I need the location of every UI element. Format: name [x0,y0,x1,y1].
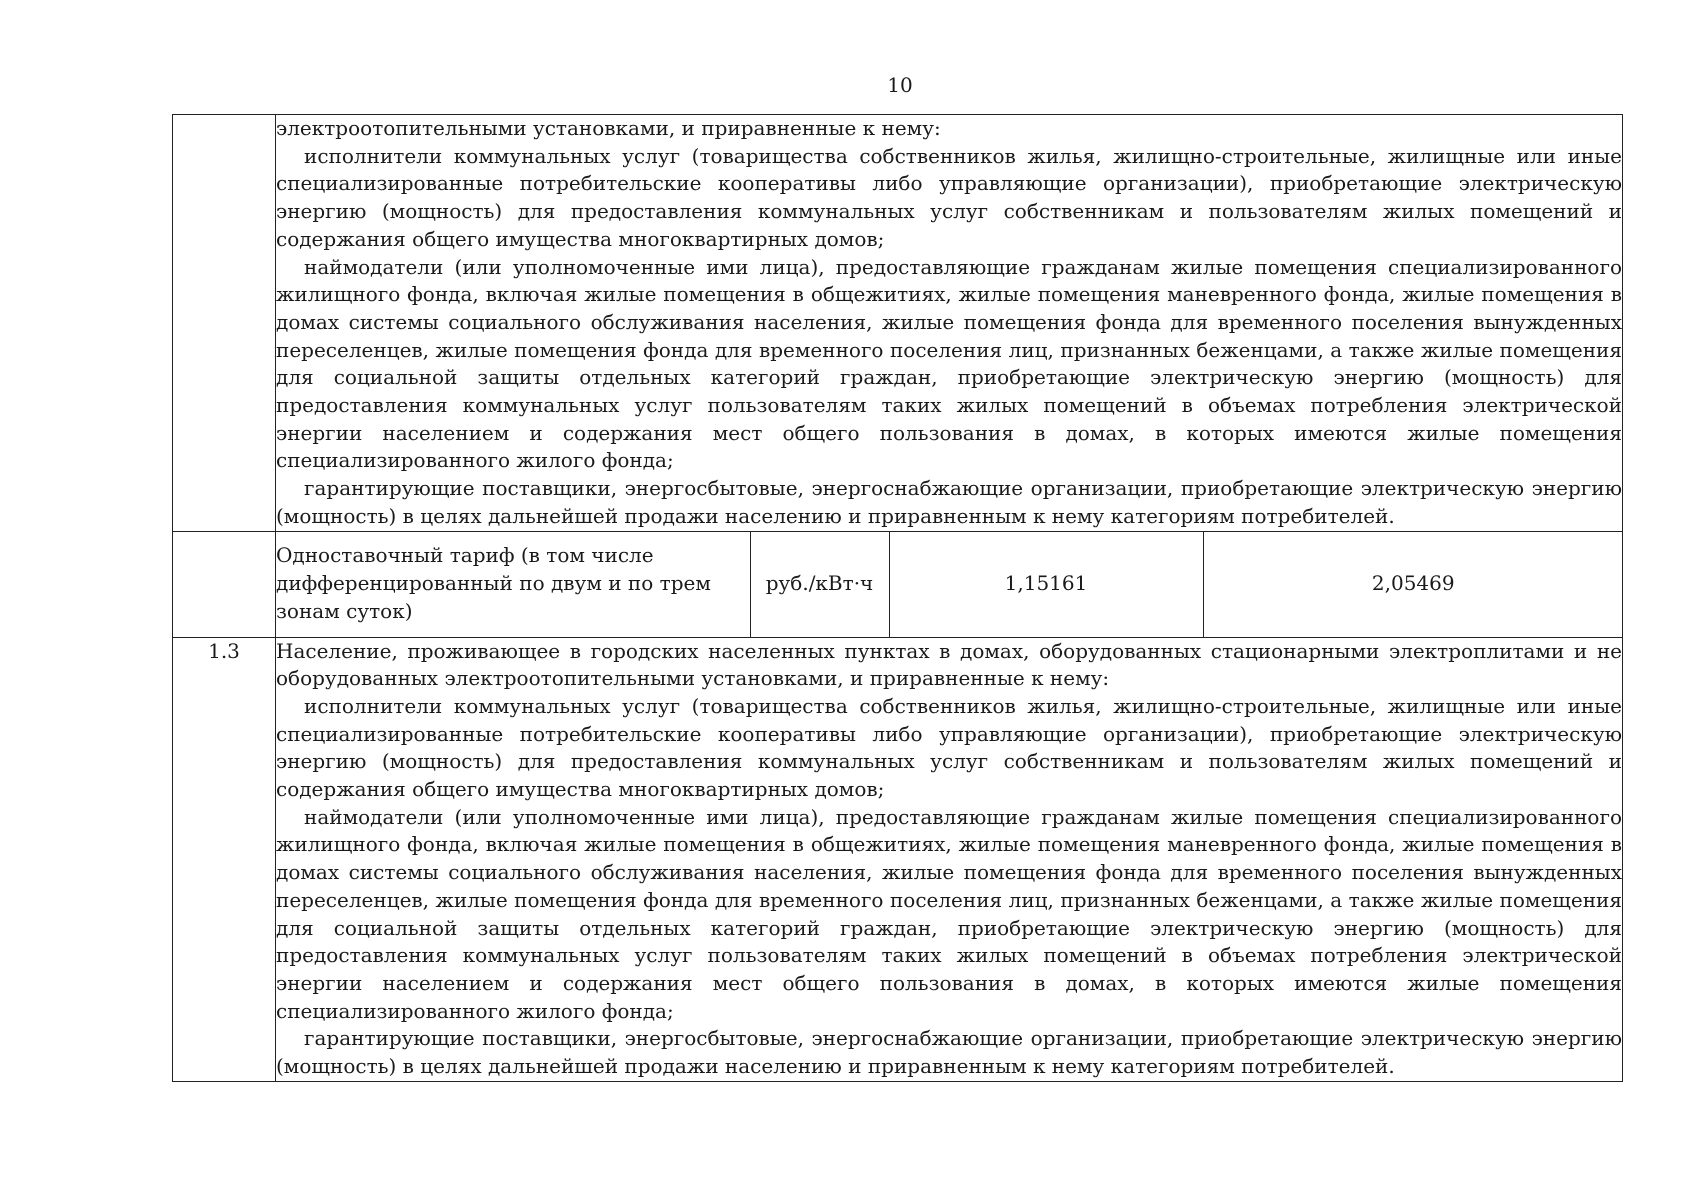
consumer-paragraph: гарантирующие поставщики, энергосбытовые, энергоснабжающие организации, приобретающие электрическую энергию (мощность) в целях дальнейшей продажи населению и приравненным к нему категориям потребителей. [276,476,1622,528]
consumer-paragraph: наймодатели (или уполномоченные ими лица), предоставляющие гражданам жилые помещения специализированного жилищного фонда, включая жилые помещения в общежитиях, жилые помещения маневренного фонда, жилые помещения в домах системы социального обслуживания населения, жилые помещения фонда для временного поселения вынужденных переселенцев, жилые помещения фонда для временного поселения лиц, признанных беженцами, а также жилые помещения для социальной защиты отдельных категорий граждан, приобретающие электрическую энергию (мощность) для предоставления коммунальных услуг пользователям таких жилых помещений в объемах потребления электрической энергии населением и содержания мест общего пользования в домах, в которых имеются жилые помещения специализированного жилого фонда; [276,254,1622,473]
consumer-paragraph: гарантирующие поставщики, энергосбытовые, энергоснабжающие организации, приобретающие электрическую энергию (мощность) в целях дальнейшей продажи населению и приравненным к нему категориям потребителей. [276,1026,1622,1079]
consumer-paragraph: исполнители коммунальных услуг (товарищества собственников жилья, жилищно-строительные, жилищные или иные специализированные потребительские кооперативы либо управляющие организации), приобретающие электрическую энергию (мощность) для предоставления коммунальных услуг собственникам и пользователям жилых помещений и содержания общего имущества многоквартирных домов; [276,693,1622,802]
table-row-tariff [173,531,1623,637]
table-row-1-3 [173,637,1623,1081]
tariff-name: Одноставочный тариф (в том числе дифференцированный по двум и по трем зонам суток) [276,543,711,623]
table-row-continued [173,115,1623,532]
consumer-description-cell [276,637,1623,1081]
tariff-value-1: 1,15161 [889,532,1203,637]
consumer-description-cell [276,115,1623,532]
row-number-cell: 1.3 [173,637,276,1081]
tariff-values-table [276,532,1623,637]
consumer-paragraph: исполнители коммунальных услуг (товарищества собственников жилья, жилищно-строительные, жилищные или иные специализированные потребительские кооперативы либо управляющие организации), приобретающие электрическую энергию (мощность) для предоставления коммунальных услуг собственникам и пользователям жилых помещений и содержания общего имущества многоквартирных домов; [276,143,1622,251]
consumer-lead: электроотопительными установками, и приравненные к нему: [276,116,941,140]
tariff-values-cell [276,531,1623,637]
consumer-paragraph: наймодатели (или уполномоченные ими лица), предоставляющие гражданам жилые помещения специализированного жилищного фонда, включая жилые помещения в общежитиях, жилые помещения маневренного фонда, жилые помещения в домах системы социального обслуживания населения, жилые помещения фонда для временного поселения вынужденных переселенцев, жилые помещения фонда для временного поселения лиц, признанных беженцами, а также жилые помещения для социальной защиты отдельных категорий граждан, приобретающие электрическую энергию (мощность) для предоставления коммунальных услуг пользователям таких жилых помещений в объемах потребления электрической энергии населением и содержания мест общего пользования в домах, в которых имеются жилые помещения специализированного жилого фонда; [276,804,1622,1023]
row-number-cell [173,531,276,637]
tariff-value-2: 2,05469 [1203,532,1623,637]
row-number-cell [173,115,276,532]
page-number: 10 [887,73,913,97]
consumer-lead: Население, проживающее в городских населенных пунктах в домах, оборудованных стационарными электроплитами и не оборудованных электроотопительными установками, и приравненные к нему: [276,638,1622,691]
tariff-table [172,114,1623,1082]
tariff-unit: руб./кВт·ч [750,532,889,637]
tariff-values-row [276,532,1623,637]
